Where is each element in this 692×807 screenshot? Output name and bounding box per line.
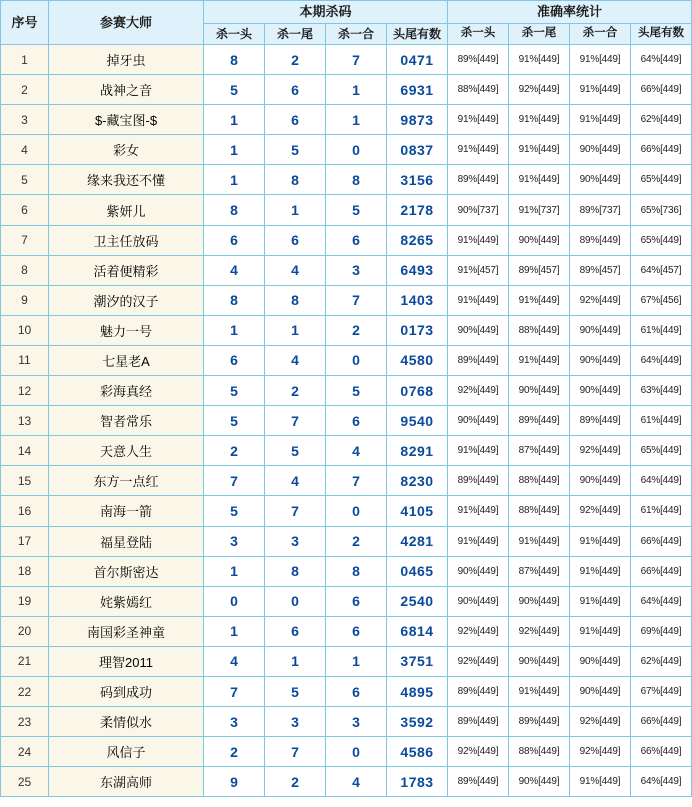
header-row-top <box>1 1 692 24</box>
cell-stat-headtail: 62%[449] <box>631 105 692 135</box>
cell-kill-tail: 7 <box>265 496 326 526</box>
cell-stat-headtail: 69%[449] <box>631 616 692 646</box>
cell-kill-tail: 4 <box>265 255 326 285</box>
cell-kill-sum: 3 <box>326 707 387 737</box>
cell-headtail-numbers: 8265 <box>387 225 448 255</box>
table-row <box>1 195 692 225</box>
cell-stat-kill-head: 89%[449] <box>448 707 509 737</box>
cell-stat-kill-tail: 88%[449] <box>509 496 570 526</box>
cell-stat-kill-tail: 90%[449] <box>509 586 570 616</box>
cell-kill-tail: 5 <box>265 436 326 466</box>
cell-stat-kill-head: 91%[449] <box>448 496 509 526</box>
cell-master-name[interactable]: 福星登陆 <box>49 526 204 556</box>
cell-stat-kill-sum: 90%[449] <box>570 165 631 195</box>
cell-kill-tail: 0 <box>265 586 326 616</box>
column-header-kill-tail: 杀一尾 <box>265 24 326 45</box>
cell-headtail-numbers: 4895 <box>387 676 448 706</box>
cell-seq: 4 <box>1 135 49 165</box>
column-group-accuracy-stats: 准确率统计 <box>448 1 692 24</box>
cell-master-name[interactable]: 智者常乐 <box>49 406 204 436</box>
cell-kill-tail: 3 <box>265 526 326 556</box>
cell-kill-tail: 6 <box>265 105 326 135</box>
cell-stat-kill-sum: 90%[449] <box>570 315 631 345</box>
cell-kill-sum: 8 <box>326 165 387 195</box>
cell-master-name[interactable]: 东方一点红 <box>49 466 204 496</box>
cell-kill-tail: 1 <box>265 195 326 225</box>
cell-stat-kill-sum: 91%[449] <box>570 45 631 75</box>
cell-stat-kill-tail: 91%[449] <box>509 165 570 195</box>
cell-stat-kill-head: 92%[449] <box>448 376 509 406</box>
cell-stat-headtail: 64%[457] <box>631 255 692 285</box>
table-row <box>1 255 692 285</box>
cell-kill-head: 2 <box>204 737 265 767</box>
cell-kill-sum: 0 <box>326 737 387 767</box>
cell-master-name[interactable]: 七星老A <box>49 345 204 375</box>
cell-kill-sum: 5 <box>326 195 387 225</box>
table-row <box>1 376 692 406</box>
cell-master-name[interactable]: 南国彩圣神童 <box>49 616 204 646</box>
column-header-stat-kill-sum: 杀一合 <box>570 24 631 45</box>
cell-kill-sum: 0 <box>326 496 387 526</box>
cell-stat-kill-head: 92%[449] <box>448 616 509 646</box>
cell-stat-headtail: 66%[449] <box>631 75 692 105</box>
cell-stat-kill-head: 89%[449] <box>448 45 509 75</box>
cell-stat-headtail: 61%[449] <box>631 406 692 436</box>
table-row <box>1 737 692 767</box>
column-header-headtail-numbers: 头尾有数 <box>387 24 448 45</box>
cell-headtail-numbers: 6931 <box>387 75 448 105</box>
cell-stat-kill-tail: 91%[449] <box>509 45 570 75</box>
cell-stat-headtail: 61%[449] <box>631 315 692 345</box>
cell-seq: 17 <box>1 526 49 556</box>
cell-master-name[interactable]: 潮汐的汉子 <box>49 285 204 315</box>
cell-headtail-numbers: 4586 <box>387 737 448 767</box>
cell-headtail-numbers: 9873 <box>387 105 448 135</box>
cell-stat-kill-tail: 87%[449] <box>509 436 570 466</box>
cell-kill-head: 5 <box>204 496 265 526</box>
cell-stat-headtail: 65%[449] <box>631 165 692 195</box>
cell-kill-sum: 1 <box>326 105 387 135</box>
cell-headtail-numbers: 6493 <box>387 255 448 285</box>
table-row <box>1 225 692 255</box>
table-row <box>1 285 692 315</box>
cell-kill-head: 6 <box>204 345 265 375</box>
cell-stat-kill-sum: 90%[449] <box>570 376 631 406</box>
table-row <box>1 556 692 586</box>
cell-stat-headtail: 62%[449] <box>631 646 692 676</box>
cell-seq: 16 <box>1 496 49 526</box>
cell-master-name[interactable]: 活着便精彩 <box>49 255 204 285</box>
cell-stat-kill-tail: 90%[449] <box>509 376 570 406</box>
cell-stat-kill-head: 91%[449] <box>448 526 509 556</box>
cell-stat-kill-head: 91%[449] <box>448 105 509 135</box>
cell-headtail-numbers: 0837 <box>387 135 448 165</box>
cell-seq: 24 <box>1 737 49 767</box>
cell-headtail-numbers: 9540 <box>387 406 448 436</box>
cell-stat-kill-sum: 91%[449] <box>570 75 631 105</box>
cell-stat-kill-tail: 92%[449] <box>509 75 570 105</box>
cell-master-name[interactable]: 天意人生 <box>49 436 204 466</box>
cell-headtail-numbers: 4105 <box>387 496 448 526</box>
cell-kill-sum: 6 <box>326 616 387 646</box>
cell-stat-headtail: 64%[449] <box>631 586 692 616</box>
cell-kill-head: 9 <box>204 767 265 797</box>
cell-kill-tail: 2 <box>265 376 326 406</box>
cell-seq: 2 <box>1 75 49 105</box>
cell-seq: 7 <box>1 225 49 255</box>
cell-headtail-numbers: 8291 <box>387 436 448 466</box>
cell-stat-headtail: 66%[449] <box>631 707 692 737</box>
cell-kill-head: 7 <box>204 466 265 496</box>
cell-stat-kill-sum: 89%[737] <box>570 195 631 225</box>
column-group-current-kill: 本期杀码 <box>204 1 448 24</box>
cell-kill-head: 8 <box>204 195 265 225</box>
cell-stat-kill-head: 89%[449] <box>448 466 509 496</box>
cell-stat-headtail: 61%[449] <box>631 496 692 526</box>
cell-stat-kill-sum: 92%[449] <box>570 285 631 315</box>
cell-kill-tail: 6 <box>265 616 326 646</box>
cell-kill-head: 3 <box>204 526 265 556</box>
cell-stat-kill-tail: 90%[449] <box>509 646 570 676</box>
cell-stat-kill-tail: 91%[737] <box>509 195 570 225</box>
cell-kill-tail: 6 <box>265 225 326 255</box>
cell-kill-sum: 1 <box>326 75 387 105</box>
cell-stat-headtail: 65%[449] <box>631 225 692 255</box>
cell-kill-sum: 7 <box>326 285 387 315</box>
cell-master-name[interactable]: 首尔斯密达 <box>49 556 204 586</box>
cell-master-name[interactable]: 紫妍儿 <box>49 195 204 225</box>
cell-kill-tail: 7 <box>265 737 326 767</box>
cell-seq: 10 <box>1 315 49 345</box>
cell-stat-kill-head: 91%[449] <box>448 436 509 466</box>
table-row <box>1 466 692 496</box>
cell-master-name[interactable]: 魅力一号 <box>49 315 204 345</box>
cell-stat-kill-sum: 89%[449] <box>570 225 631 255</box>
cell-stat-headtail: 67%[456] <box>631 285 692 315</box>
cell-stat-kill-tail: 90%[449] <box>509 767 570 797</box>
cell-master-name[interactable]: 理智2011 <box>49 646 204 676</box>
cell-stat-headtail: 65%[449] <box>631 436 692 466</box>
table-row <box>1 135 692 165</box>
cell-seq: 12 <box>1 376 49 406</box>
cell-stat-headtail: 64%[449] <box>631 45 692 75</box>
cell-kill-tail: 5 <box>265 676 326 706</box>
cell-kill-sum: 6 <box>326 676 387 706</box>
cell-stat-kill-head: 90%[449] <box>448 315 509 345</box>
cell-headtail-numbers: 2540 <box>387 586 448 616</box>
cell-master-name[interactable]: 码到成功 <box>49 676 204 706</box>
cell-stat-kill-head: 89%[449] <box>448 345 509 375</box>
cell-kill-head: 5 <box>204 406 265 436</box>
cell-master-name[interactable]: 彩海真经 <box>49 376 204 406</box>
cell-master-name[interactable]: 掉牙虫 <box>49 45 204 75</box>
cell-stat-kill-head: 92%[449] <box>448 737 509 767</box>
cell-kill-sum: 1 <box>326 646 387 676</box>
table-row <box>1 105 692 135</box>
cell-seq: 5 <box>1 165 49 195</box>
cell-stat-kill-sum: 90%[449] <box>570 466 631 496</box>
cell-master-name[interactable]: $-藏宝图-$ <box>49 105 204 135</box>
cell-seq: 1 <box>1 45 49 75</box>
cell-stat-kill-head: 90%[737] <box>448 195 509 225</box>
cell-seq: 14 <box>1 436 49 466</box>
cell-seq: 22 <box>1 676 49 706</box>
cell-stat-kill-head: 89%[449] <box>448 165 509 195</box>
cell-seq: 15 <box>1 466 49 496</box>
cell-seq: 25 <box>1 767 49 797</box>
cell-kill-tail: 1 <box>265 315 326 345</box>
cell-stat-kill-tail: 91%[449] <box>509 135 570 165</box>
cell-stat-kill-tail: 89%[457] <box>509 255 570 285</box>
column-header-stat-kill-tail: 杀一尾 <box>509 24 570 45</box>
cell-stat-kill-head: 92%[449] <box>448 646 509 676</box>
cell-headtail-numbers: 0465 <box>387 556 448 586</box>
column-header-name: 参赛大师 <box>49 1 204 45</box>
cell-kill-sum: 6 <box>326 225 387 255</box>
cell-stat-kill-tail: 88%[449] <box>509 315 570 345</box>
cell-kill-head: 1 <box>204 315 265 345</box>
cell-stat-kill-tail: 91%[449] <box>509 676 570 706</box>
cell-kill-tail: 2 <box>265 767 326 797</box>
cell-headtail-numbers: 4580 <box>387 345 448 375</box>
cell-kill-sum: 6 <box>326 406 387 436</box>
cell-stat-kill-head: 89%[449] <box>448 767 509 797</box>
cell-seq: 20 <box>1 616 49 646</box>
cell-kill-sum: 6 <box>326 586 387 616</box>
cell-headtail-numbers: 0173 <box>387 315 448 345</box>
cell-kill-tail: 5 <box>265 135 326 165</box>
table-row <box>1 45 692 75</box>
cell-kill-head: 0 <box>204 586 265 616</box>
column-header-stat-kill-head: 杀一头 <box>448 24 509 45</box>
cell-headtail-numbers: 2178 <box>387 195 448 225</box>
cell-master-name[interactable]: 柔情似水 <box>49 707 204 737</box>
cell-stat-kill-tail: 88%[449] <box>509 737 570 767</box>
cell-stat-kill-head: 91%[449] <box>448 285 509 315</box>
cell-stat-kill-tail: 89%[449] <box>509 406 570 436</box>
cell-stat-kill-tail: 92%[449] <box>509 616 570 646</box>
cell-kill-sum: 2 <box>326 315 387 345</box>
cell-stat-headtail: 66%[449] <box>631 135 692 165</box>
cell-stat-headtail: 64%[449] <box>631 466 692 496</box>
cell-kill-head: 1 <box>204 616 265 646</box>
cell-stat-headtail: 66%[449] <box>631 737 692 767</box>
cell-master-name[interactable]: 东湖高师 <box>49 767 204 797</box>
cell-kill-sum: 4 <box>326 436 387 466</box>
cell-kill-head: 2 <box>204 436 265 466</box>
cell-stat-kill-sum: 91%[449] <box>570 556 631 586</box>
cell-stat-kill-head: 91%[449] <box>448 135 509 165</box>
cell-kill-tail: 7 <box>265 406 326 436</box>
cell-kill-tail: 6 <box>265 75 326 105</box>
cell-kill-head: 4 <box>204 255 265 285</box>
cell-stat-kill-sum: 92%[449] <box>570 737 631 767</box>
cell-stat-kill-head: 90%[449] <box>448 586 509 616</box>
cell-stat-kill-sum: 89%[449] <box>570 406 631 436</box>
cell-stat-kill-tail: 91%[449] <box>509 105 570 135</box>
table-row <box>1 315 692 345</box>
cell-kill-sum: 8 <box>326 556 387 586</box>
cell-stat-kill-head: 89%[449] <box>448 676 509 706</box>
cell-kill-sum: 7 <box>326 45 387 75</box>
cell-master-name[interactable]: 战神之音 <box>49 75 204 105</box>
cell-kill-tail: 8 <box>265 165 326 195</box>
cell-master-name[interactable]: 彩女 <box>49 135 204 165</box>
cell-seq: 19 <box>1 586 49 616</box>
cell-kill-sum: 0 <box>326 135 387 165</box>
cell-master-name[interactable]: 姹紫嫣红 <box>49 586 204 616</box>
cell-headtail-numbers: 3156 <box>387 165 448 195</box>
table-row <box>1 676 692 706</box>
cell-kill-head: 3 <box>204 707 265 737</box>
cell-kill-tail: 8 <box>265 285 326 315</box>
cell-kill-head: 1 <box>204 105 265 135</box>
cell-stat-headtail: 63%[449] <box>631 376 692 406</box>
table-row <box>1 345 692 375</box>
cell-stat-kill-head: 91%[449] <box>448 225 509 255</box>
cell-stat-kill-tail: 91%[449] <box>509 526 570 556</box>
table-row <box>1 616 692 646</box>
cell-headtail-numbers: 8230 <box>387 466 448 496</box>
table-header <box>1 1 692 45</box>
cell-kill-tail: 2 <box>265 45 326 75</box>
table-row <box>1 436 692 466</box>
table-row <box>1 586 692 616</box>
cell-stat-kill-tail: 91%[449] <box>509 345 570 375</box>
cell-stat-headtail: 67%[449] <box>631 676 692 706</box>
cell-stat-kill-sum: 90%[449] <box>570 135 631 165</box>
cell-kill-sum: 0 <box>326 345 387 375</box>
cell-stat-kill-sum: 91%[449] <box>570 586 631 616</box>
cell-seq: 8 <box>1 255 49 285</box>
cell-seq: 21 <box>1 646 49 676</box>
column-header-seq: 序号 <box>1 1 49 45</box>
cell-master-name[interactable]: 风信子 <box>49 737 204 767</box>
cell-kill-tail: 8 <box>265 556 326 586</box>
cell-stat-kill-sum: 91%[449] <box>570 616 631 646</box>
cell-stat-kill-sum: 91%[449] <box>570 767 631 797</box>
cell-kill-head: 5 <box>204 75 265 105</box>
table-row <box>1 646 692 676</box>
cell-stat-headtail: 65%[736] <box>631 195 692 225</box>
cell-stat-kill-sum: 90%[449] <box>570 345 631 375</box>
cell-kill-head: 1 <box>204 556 265 586</box>
cell-kill-head: 7 <box>204 676 265 706</box>
cell-stat-kill-sum: 90%[449] <box>570 646 631 676</box>
cell-kill-tail: 1 <box>265 646 326 676</box>
cell-kill-tail: 3 <box>265 707 326 737</box>
table-row <box>1 707 692 737</box>
cell-seq: 18 <box>1 556 49 586</box>
cell-headtail-numbers: 3592 <box>387 707 448 737</box>
cell-stat-kill-sum: 92%[449] <box>570 496 631 526</box>
cell-headtail-numbers: 1783 <box>387 767 448 797</box>
table-row <box>1 767 692 797</box>
cell-stat-kill-tail: 88%[449] <box>509 466 570 496</box>
table-row <box>1 406 692 436</box>
table-body <box>1 45 692 797</box>
cell-stat-headtail: 64%[449] <box>631 345 692 375</box>
cell-kill-sum: 3 <box>326 255 387 285</box>
column-header-kill-sum: 杀一合 <box>326 24 387 45</box>
cell-kill-sum: 7 <box>326 466 387 496</box>
cell-headtail-numbers: 6814 <box>387 616 448 646</box>
column-header-stat-headtail: 头尾有数 <box>631 24 692 45</box>
cell-stat-kill-sum: 89%[457] <box>570 255 631 285</box>
cell-kill-tail: 4 <box>265 345 326 375</box>
cell-headtail-numbers: 0471 <box>387 45 448 75</box>
cell-kill-sum: 5 <box>326 376 387 406</box>
cell-headtail-numbers: 3751 <box>387 646 448 676</box>
cell-seq: 11 <box>1 345 49 375</box>
cell-kill-sum: 4 <box>326 767 387 797</box>
cell-stat-kill-tail: 90%[449] <box>509 225 570 255</box>
cell-kill-head: 1 <box>204 135 265 165</box>
cell-kill-head: 6 <box>204 225 265 255</box>
cell-kill-head: 8 <box>204 45 265 75</box>
table-row <box>1 165 692 195</box>
cell-stat-headtail: 66%[449] <box>631 526 692 556</box>
cell-kill-sum: 2 <box>326 526 387 556</box>
cell-kill-head: 5 <box>204 376 265 406</box>
table-row <box>1 75 692 105</box>
cell-stat-headtail: 66%[449] <box>631 556 692 586</box>
cell-stat-kill-head: 91%[457] <box>448 255 509 285</box>
cell-headtail-numbers: 0768 <box>387 376 448 406</box>
cell-seq: 3 <box>1 105 49 135</box>
cell-seq: 6 <box>1 195 49 225</box>
table-row <box>1 526 692 556</box>
cell-seq: 9 <box>1 285 49 315</box>
cell-stat-kill-sum: 90%[449] <box>570 676 631 706</box>
cell-stat-kill-sum: 91%[449] <box>570 526 631 556</box>
cell-seq: 13 <box>1 406 49 436</box>
cell-master-name[interactable]: 缘来我还不懂 <box>49 165 204 195</box>
cell-stat-kill-head: 90%[449] <box>448 406 509 436</box>
cell-headtail-numbers: 4281 <box>387 526 448 556</box>
cell-stat-kill-sum: 92%[449] <box>570 436 631 466</box>
cell-stat-kill-tail: 87%[449] <box>509 556 570 586</box>
cell-kill-head: 8 <box>204 285 265 315</box>
column-header-kill-head: 杀一头 <box>204 24 265 45</box>
cell-kill-head: 4 <box>204 646 265 676</box>
cell-stat-kill-tail: 89%[449] <box>509 707 570 737</box>
cell-stat-headtail: 64%[449] <box>631 767 692 797</box>
cell-stat-kill-head: 88%[449] <box>448 75 509 105</box>
cell-stat-kill-sum: 92%[449] <box>570 707 631 737</box>
cell-master-name[interactable]: 南海一箭 <box>49 496 204 526</box>
cell-stat-kill-tail: 91%[449] <box>509 285 570 315</box>
cell-headtail-numbers: 1403 <box>387 285 448 315</box>
cell-kill-head: 1 <box>204 165 265 195</box>
cell-seq: 23 <box>1 707 49 737</box>
cell-stat-kill-head: 90%[449] <box>448 556 509 586</box>
cell-master-name[interactable]: 卫主任放码 <box>49 225 204 255</box>
cell-kill-tail: 4 <box>265 466 326 496</box>
cell-stat-kill-sum: 91%[449] <box>570 105 631 135</box>
table-row <box>1 496 692 526</box>
